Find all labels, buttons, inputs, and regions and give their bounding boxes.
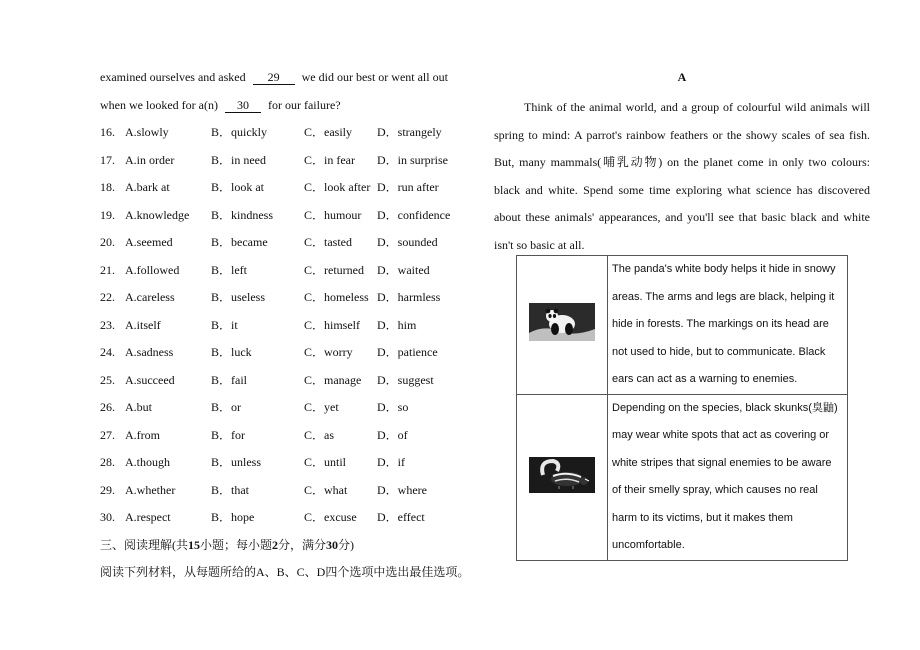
option-a: A.but (125, 400, 152, 414)
option-a: A.seemed (125, 235, 173, 249)
option-c: C．humour (304, 207, 362, 222)
blank-29: 29 (253, 70, 295, 85)
question-number: 25. (100, 372, 115, 387)
option-d: D．in surprise (377, 152, 448, 167)
option-a: A.from (125, 427, 160, 442)
section-heading-mid2: 分，满分 (278, 537, 327, 552)
question-number: 22. (100, 290, 115, 304)
question-number: 27. (100, 427, 115, 442)
option-a: A.careless (125, 290, 175, 304)
option-a: A.knowledge (125, 207, 190, 222)
question-row (100, 452, 485, 480)
option-d: D．strangely (377, 125, 442, 139)
section-heading-mid1: 小题；每小题 (200, 537, 273, 552)
right-column (494, 67, 870, 259)
question-row (100, 177, 485, 205)
skunk-photo (529, 457, 595, 498)
question-row (100, 370, 485, 398)
section-heading-prefix: 三、阅读理解(共 (100, 537, 188, 552)
option-a: A.respect (125, 510, 171, 524)
intro-line-2-before: when we looked for a(n) (100, 97, 218, 112)
option-d: D．suggest (377, 372, 434, 387)
option-b: B．it (211, 317, 238, 332)
question-number: 20. (100, 235, 115, 249)
question-number: 26. (100, 400, 115, 414)
question-row (100, 150, 485, 178)
option-c: C．in fear (304, 152, 355, 167)
option-c: C．excuse (304, 510, 357, 524)
option-d: D．patience (377, 345, 438, 359)
option-d: D．him (377, 317, 417, 332)
blank-30: 30 (225, 98, 261, 113)
question-list (100, 122, 485, 535)
animal-table (516, 255, 848, 561)
option-c: C．as (304, 427, 335, 442)
option-c: C．manage (304, 372, 362, 387)
question-row (100, 397, 485, 425)
question-row (100, 260, 485, 288)
question-number: 17. (100, 152, 115, 167)
question-number: 24. (100, 345, 115, 359)
option-a: A.sadness (125, 345, 174, 359)
option-b: B．became (211, 235, 268, 249)
option-d: D．harmless (377, 290, 441, 304)
option-b: B．left (211, 262, 247, 277)
option-d: D．so (377, 400, 409, 414)
option-d: D．waited (377, 262, 430, 277)
intro-line-2 (100, 95, 485, 123)
option-a: A.succeed (125, 372, 175, 387)
table-row-panda (517, 256, 848, 395)
question-row (100, 315, 485, 343)
section-heading (100, 535, 485, 562)
option-d: D．sounded (377, 235, 438, 249)
skunk-description: Depending on the species, black skunks(臭鼬) may wear white spots that act as covering or white stripes that signal enemies to be aware of their smelly spray, which causes no real harm to its victims, but it makes them uncomfortable. (608, 394, 848, 560)
option-d: D．if (377, 455, 405, 469)
question-number: 18. (100, 180, 115, 194)
option-b: B．that (211, 482, 249, 497)
intro-line-1-after: we did our best or went all out (301, 70, 448, 84)
question-number: 30. (100, 510, 115, 524)
table-row-skunk (517, 394, 848, 560)
question-number: 29. (100, 482, 115, 497)
question-number: 16. (100, 125, 115, 139)
option-d: D．effect (377, 510, 425, 524)
option-c: C．look after (304, 180, 371, 194)
question-row (100, 287, 485, 315)
option-b: B．look at (211, 180, 264, 194)
intro-line-2-after: for our failure? (267, 97, 341, 112)
option-b: B．luck (211, 345, 252, 359)
option-b: B．kindness (211, 207, 274, 222)
section-heading-count: 15 (188, 537, 200, 552)
question-number: 23. (100, 317, 115, 332)
option-c: C．yet (304, 400, 339, 414)
panda-image-cell (517, 256, 608, 395)
intro-line-1 (100, 67, 485, 95)
option-b: B．or (211, 400, 242, 414)
option-c: C．homeless (304, 290, 369, 304)
passage-paragraph: Think of the animal world, and a group of colourful wild animals will spring to mind: A parrot's rainbow feathers or the showy scales of sea fish. But, many mammals(哺乳动物) on the planet come in only two colours: black and white. Spend some time exploring what science has discovered about these animals' appearances, and you'll see that basic black and white isn't so basic at all. (494, 100, 870, 252)
option-b: B．useless (211, 290, 266, 304)
option-d: D．where (377, 482, 427, 497)
option-c: C．returned (304, 262, 364, 277)
left-column (100, 67, 485, 589)
option-c: C．easily (304, 125, 352, 139)
option-c: C．tasted (304, 235, 352, 249)
option-a: A.slowly (125, 125, 169, 139)
question-row (100, 425, 485, 453)
option-d: D．confidence (377, 207, 451, 222)
question-row (100, 342, 485, 370)
option-c: C．worry (304, 345, 353, 359)
option-b: B．in need (211, 152, 266, 167)
question-row (100, 480, 485, 508)
passage-title: A (677, 70, 687, 84)
option-a: A.in order (125, 152, 175, 167)
skunk-image-cell (517, 394, 608, 560)
option-c: C．what (304, 482, 348, 497)
option-d: D．run after (377, 180, 439, 194)
option-a: A.itself (125, 317, 161, 332)
option-c: C．until (304, 455, 347, 469)
option-a: A.followed (125, 262, 180, 277)
question-row (100, 232, 485, 260)
question-row (100, 205, 485, 233)
option-b: B．quickly (211, 125, 267, 139)
option-b: B．for (211, 427, 245, 442)
option-a: A.bark at (125, 180, 170, 194)
panda-description: The panda's white body helps it hide in snowy areas. The arms and legs are black, helping it hide in forests. The markings on its head are not used to hide, but to communicate. Black ears can act as a warning to enemies. (608, 256, 848, 395)
section-heading-each: 2 (272, 537, 279, 552)
question-number: 21. (100, 262, 115, 277)
option-b: B．unless (211, 455, 262, 469)
intro-line-1-before: examined ourselves and asked (100, 70, 246, 84)
option-d: D．of (377, 427, 408, 442)
option-a: A.whether (125, 482, 176, 497)
question-row (100, 122, 485, 150)
option-a: A.though (125, 455, 170, 469)
section-heading-suffix: 分) (338, 537, 355, 552)
option-b: B．hope (211, 510, 255, 524)
option-b: B．fail (211, 372, 247, 387)
question-number: 28. (100, 455, 115, 469)
section-instruction: 阅读下列材料，从每题所给的A、B、C、D四个选项中选出最佳选项。 (100, 564, 470, 579)
section-heading-total: 30 (326, 537, 339, 552)
question-row (100, 507, 485, 535)
panda-photo (529, 303, 595, 346)
question-number: 19. (100, 207, 115, 222)
option-c: C．himself (304, 317, 360, 332)
